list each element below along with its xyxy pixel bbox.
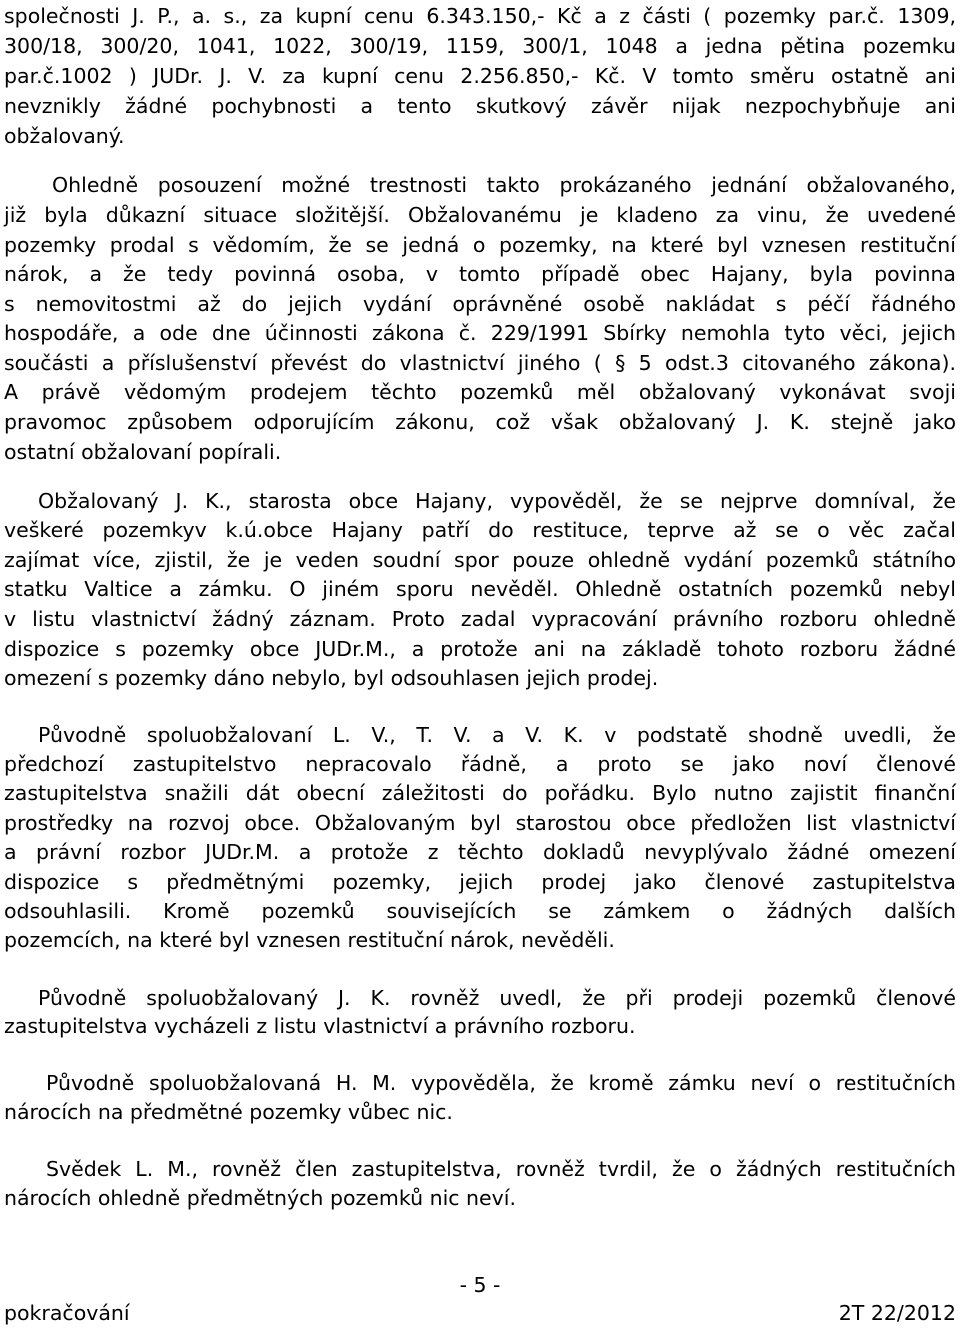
text-line: a právní rozbor JUDr.M. a protože z těchto dokladů nevyplývalo žádné omezení xyxy=(4,840,956,864)
text-line: Původně spoluobžalovaný J. K. rovněž uvedl, že při prodeji pozemků členové xyxy=(38,986,956,1010)
text-line: pozemcích, na které byl vznesen restituční nárok, nevěděli. xyxy=(4,928,615,952)
text-line: s nemovitostmi až do jejich vydání oprávněné osobě nakládat s péčí řádného xyxy=(4,292,956,316)
text-line: 300/18, 300/20, 1041, 1022, 300/19, 1159, 300/1, 1048 a jedna pětina pozemku xyxy=(4,34,956,58)
text-line: součásti a příslušenství převést do vlastnictví jiného ( § 5 odst.3 citovaného zákona). xyxy=(4,351,956,375)
text-line: dispozice s pozemky obce JUDr.M., a protože ani na základě tohoto rozboru žádné xyxy=(4,637,956,661)
text-line: veškeré pozemkyv k.ú.obce Hajany patří do restituce, teprve až se o věc začal xyxy=(4,518,956,542)
text-line: prostředky na rozvoj obce. Obžalovaným byl starostou obce předložen list vlastnictví xyxy=(4,811,956,835)
text-line: hospodáře, a ode dne účinnosti zákona č. 229/1991 Sbírky nemohla tyto věci, jejich xyxy=(4,321,956,345)
text-line: Obžalovaný J. K., starosta obce Hajany, vypověděl, že se nejprve domníval, že xyxy=(38,489,956,513)
text-line: zastupitelstva snažili dát obecní záležitosti do pořádku. Bylo nutno zajistit finanční xyxy=(4,781,956,805)
text-line: nevznikly žádné pochybnosti a tento skutkový závěr nijak nezpochybňuje ani xyxy=(4,94,956,118)
text-line: předchozí zastupitelstvo nepracovalo řádně, a proto se jako noví členové xyxy=(4,752,956,776)
text-line: nárocích ohledně předmětných pozemků nic neví. xyxy=(4,1186,517,1210)
text-line: odsouhlasili. Kromě pozemků souvisejících se zámkem o žádných dalších xyxy=(4,899,956,923)
text-line: Ohledně posouzení možné trestnosti takto prokázaného jednání obžalovaného, xyxy=(52,173,956,197)
text-line: A právě vědomým prodejem těchto pozemků měl obžalovaný vykonávat svoji xyxy=(4,380,956,404)
text-line: zajímat více, zjistil, že je veden soudní spor pouze ohledně vydání pozemků státního xyxy=(4,548,956,572)
text-line: statku Valtice a zámku. O jiném sporu nevěděl. Ohledně ostatních pozemků nebyl xyxy=(4,577,956,601)
text-line: pozemky prodal s vědomím, že se jedná o pozemky, na které byl vznesen restituční xyxy=(4,233,956,257)
text-line: obžalovaný. xyxy=(4,124,125,148)
text-line: dispozice s předmětnými pozemky, jejich prodej jako členové zastupitelstva xyxy=(4,870,956,894)
text-line: omezení s pozemky dáno nebylo, byl odsouhlasen jejich prodej. xyxy=(4,666,659,690)
footer-continuation: pokračování xyxy=(4,1301,130,1325)
text-line: nárok, a že tedy povinná osoba, v tomto případě obec Hajany, byla povinna xyxy=(4,262,956,286)
text-line: pravomoc způsobem odporujícím zákonu, což však obžalovaný J. K. stejně jako xyxy=(4,410,956,434)
text-line: zastupitelstva vycházeli z listu vlastnictví a právního rozboru. xyxy=(4,1014,636,1038)
text-line: společnosti J. P., a. s., za kupní cenu 6.343.150,- Kč a z části ( pozemky par.č. 1309, xyxy=(4,4,956,28)
text-line: Původně spoluobžalovaná H. M. vypověděla, že kromě zámku neví o restitučních xyxy=(46,1071,956,1095)
page-number: - 5 - xyxy=(459,1273,501,1297)
text-line: ostatní obžalovaní popírali. xyxy=(4,440,282,464)
text-line: nárocích na předmětné pozemky vůbec nic. xyxy=(4,1100,453,1124)
text-line: již byla důkazní situace složitější. Obžalovanému je kladeno za vinu, že uvedené xyxy=(4,203,956,227)
text-line: par.č.1002 ) JUDr. J. V. za kupní cenu 2.256.850,- Kč. V tomto směru ostatně ani xyxy=(4,64,956,88)
case-number: 2T 22/2012 xyxy=(838,1301,956,1325)
text-line: v listu vlastnictví žádný záznam. Proto zadal vypracování právního rozboru ohledně xyxy=(4,607,956,631)
text-line: Svědek L. M., rovněž člen zastupitelstva, rovněž tvrdil, že o žádných restitučních xyxy=(46,1157,956,1181)
text-line: Původně spoluobžalovaní L. V., T. V. a V. K. v podstatě shodně uvedli, že xyxy=(38,723,956,747)
